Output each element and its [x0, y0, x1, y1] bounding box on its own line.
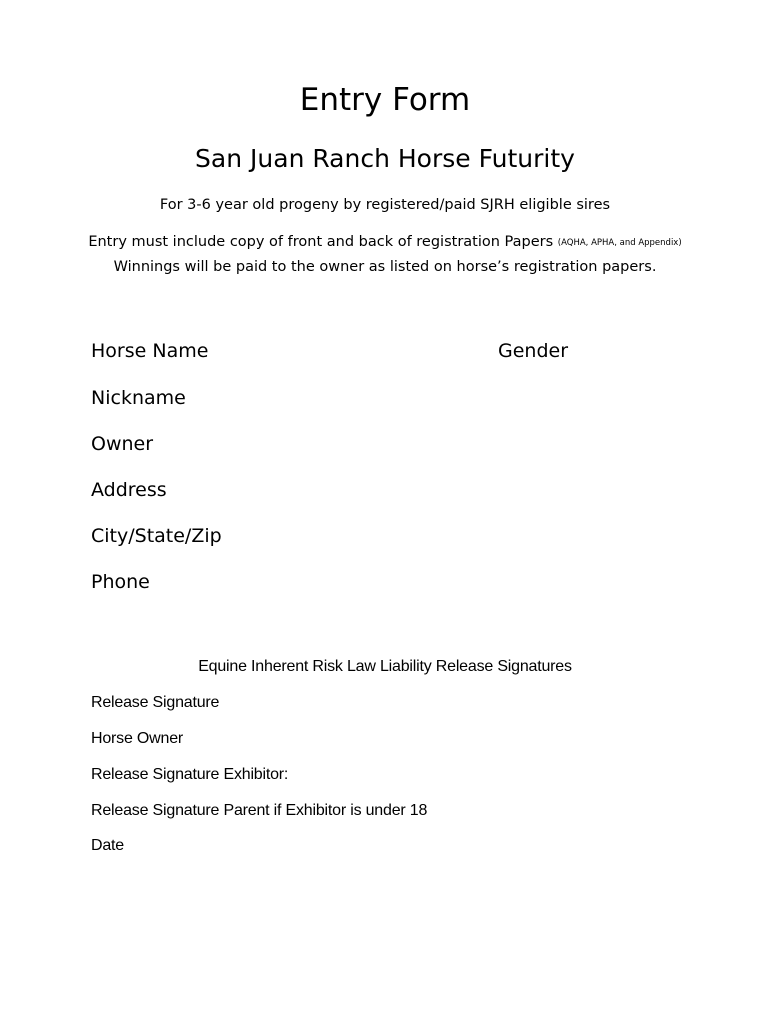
label-release-signature-exhibitor: Release Signature Exhibitor:	[91, 766, 289, 783]
label-horse-owner: Horse Owner	[91, 730, 184, 747]
label-release-signature-parent: Release Signature Parent if Exhibitor is under 18	[91, 802, 428, 819]
field-label-owner: Owner	[91, 433, 154, 455]
event-subtitle: San Juan Ranch Horse Futurity	[195, 144, 575, 173]
papers-association-note: (AQHA, APHA, and Appendix)	[557, 238, 682, 248]
label-release-signature: Release Signature	[91, 694, 220, 711]
registration-papers-note	[0, 231, 770, 254]
eligibility-note: For 3-6 year old progeny by registered/paid SJRH eligible sires	[159, 197, 611, 213]
label-date: Date	[91, 837, 124, 854]
release-heading: Equine Inherent Risk Law Liability Release Signatures	[198, 658, 572, 675]
papers-main-text: Entry must include copy of front and back of registration Papers	[88, 234, 554, 250]
field-label-address: Address	[91, 479, 167, 501]
field-label-horse-name: Horse Name	[91, 340, 209, 362]
field-label-city-state-zip: City/State/Zip	[91, 525, 222, 547]
winnings-note: Winnings will be paid to the owner as listed on horse’s registration papers.	[113, 259, 657, 275]
field-label-phone: Phone	[91, 571, 150, 593]
field-label-gender: Gender	[498, 340, 569, 362]
form-title: Entry Form	[299, 82, 471, 118]
field-label-nickname: Nickname	[91, 387, 186, 409]
